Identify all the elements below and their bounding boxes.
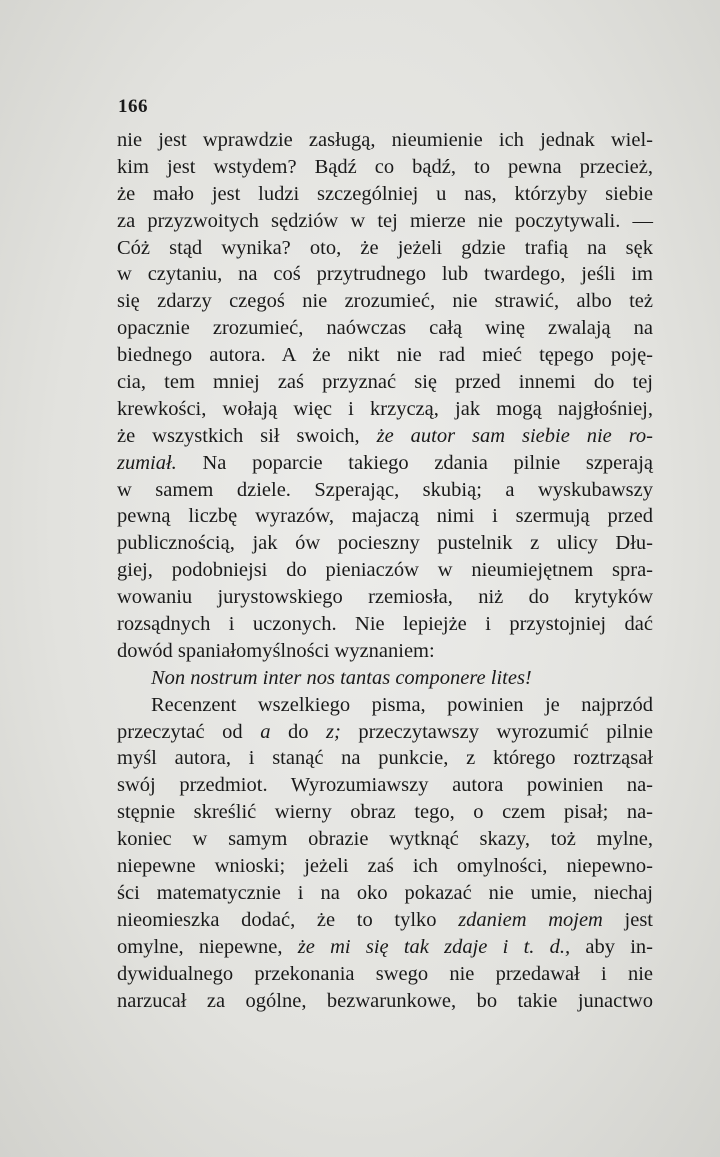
text-line xyxy=(117,772,653,799)
text-line xyxy=(117,692,653,719)
text-segment: w samem dziele. Szperając, skubią; a wyskubawszy xyxy=(117,478,653,501)
text-segment: dowód spaniałomyślności wyznaniem: xyxy=(117,639,435,662)
text-line xyxy=(117,423,653,450)
text-segment: ści matematycznie i na oko pokazać nie umie, niechaj xyxy=(117,881,653,904)
text-line xyxy=(117,530,653,557)
text-segment: jest xyxy=(602,908,654,931)
text-line xyxy=(117,557,653,584)
text-line xyxy=(117,288,653,315)
text-segment: swój przedmiot. Wyrozumiawszy autora powinien na- xyxy=(117,774,653,797)
text-segment: nie jest wprawdzie zasługą, nieumienie ich jednak wiel- xyxy=(117,129,653,151)
text-segment: omylne, niepewne, xyxy=(117,935,298,958)
text-line xyxy=(117,369,653,396)
text-line xyxy=(117,880,653,907)
text-segment: Cóż stąd wynika? oto, że jeżeli gdzie trafią na sęk xyxy=(117,236,653,259)
text-line xyxy=(117,503,653,530)
text-line xyxy=(117,961,653,988)
text-segment: krewkości, wołają więc i krzyczą, jak mogą najgłośniej, xyxy=(117,397,653,420)
text-line xyxy=(117,450,653,477)
text-segment: się zdarzy czegoś nie zrozumieć, nie strawić, albo też xyxy=(117,290,653,313)
text-segment: niepewne wnioski; jeżeli zaś ich omylności, niepewno- xyxy=(117,855,653,878)
text-segment: Na poparcie takiego zdania pilnie szperają xyxy=(176,451,653,474)
text-line xyxy=(117,719,653,746)
text-segment: nieomieszka dodać, że to tylko xyxy=(117,908,459,931)
text-line xyxy=(117,584,653,611)
text-segment: przeczytawszy wyrozumić pilnie xyxy=(340,720,653,743)
text-line xyxy=(117,181,653,208)
body-text xyxy=(117,127,653,1014)
text-segment: że wszystkich sił swoich, xyxy=(117,424,377,447)
text-segment: narzucał za ogólne, bezwarunkowe, bo takie junactwo xyxy=(117,989,653,1012)
text-segment: pewną liczbę wyrazów, majaczą nimi i szermują przed xyxy=(117,505,653,528)
text-segment: biednego autora. A że nikt nie rad mieć tępego poję- xyxy=(117,344,653,367)
text-segment: za przyzwoitych sędziów w tej mierze nie poczytywali. — xyxy=(117,209,653,232)
text-line xyxy=(117,342,653,369)
text-line xyxy=(117,853,653,880)
text-segment: że mało jest ludzi szczególniej u nas, którzyby siebie xyxy=(117,182,653,205)
text-segment: aby in- xyxy=(570,935,654,958)
text-line xyxy=(117,745,653,772)
text-segment: przeczytać od xyxy=(117,720,261,743)
text-line xyxy=(117,988,653,1015)
text-segment: myśl autora, i stanąć na punkcie, z którego roztrząsał xyxy=(117,747,653,770)
text-line xyxy=(117,799,653,826)
text-line xyxy=(117,934,653,961)
text-line xyxy=(117,127,653,154)
text-line xyxy=(117,611,653,638)
text-segment: Recenzent wszelkiego pisma, powinien je najprzód xyxy=(151,693,653,716)
italic-segment: zdaniem mojem xyxy=(458,908,603,931)
text-line xyxy=(117,154,653,181)
text-segment: opacznie zrozumieć, naówczas całą winę zwalają na xyxy=(117,317,653,340)
text-segment: giej, podobniejsi do pieniaczów w nieumiejętnem spra- xyxy=(117,559,653,582)
text-segment: koniec w samym obrazie wytknąć skazy, toż mylne, xyxy=(117,828,653,851)
italic-segment: z; xyxy=(326,720,341,743)
text-line xyxy=(117,826,653,853)
italic-segment: że autor sam siebie nie ro- xyxy=(376,424,653,447)
text-segment: wowaniu jurystowskiego rzemiosła, niż do krytyków xyxy=(117,586,653,609)
italic-segment: a xyxy=(260,720,271,743)
text-segment: publicznością, jak ów pocieszny pustelnik z ulicy Dłu- xyxy=(117,532,653,555)
text-segment: do xyxy=(270,720,327,743)
text-segment: kim jest wstydem? Bądź co bądź, to pewna przecież, xyxy=(117,155,653,178)
text-line xyxy=(117,396,653,423)
text-line xyxy=(117,315,653,342)
italic-segment: że mi się tak zdaje i t. d., xyxy=(297,935,571,958)
italic-segment: Non nostrum inter nos tantas componere lites! xyxy=(151,666,532,689)
text-line xyxy=(117,477,653,504)
text-segment: stępnie skreślić wierny obraz tego, o czem pisał; na- xyxy=(117,801,653,824)
italic-segment: zumiał. xyxy=(117,451,177,474)
text-line xyxy=(117,208,653,235)
page-number: 166 xyxy=(118,96,148,117)
text-line xyxy=(117,235,653,262)
text-line xyxy=(117,907,653,934)
text-line xyxy=(117,665,653,692)
text-line xyxy=(117,638,653,665)
text-segment: dywidualnego przekonania swego nie przedawał i nie xyxy=(117,962,653,985)
text-segment: rozsądnych i uczonych. Nie lepiejże i przystojniej dać xyxy=(117,613,653,636)
text-line xyxy=(117,261,653,288)
text-segment: cia, tem mniej zaś przyznać się przed innemi do tej xyxy=(117,371,653,394)
text-segment: w czytaniu, na coś przytrudnego lub twardego, jeśli im xyxy=(117,263,653,286)
